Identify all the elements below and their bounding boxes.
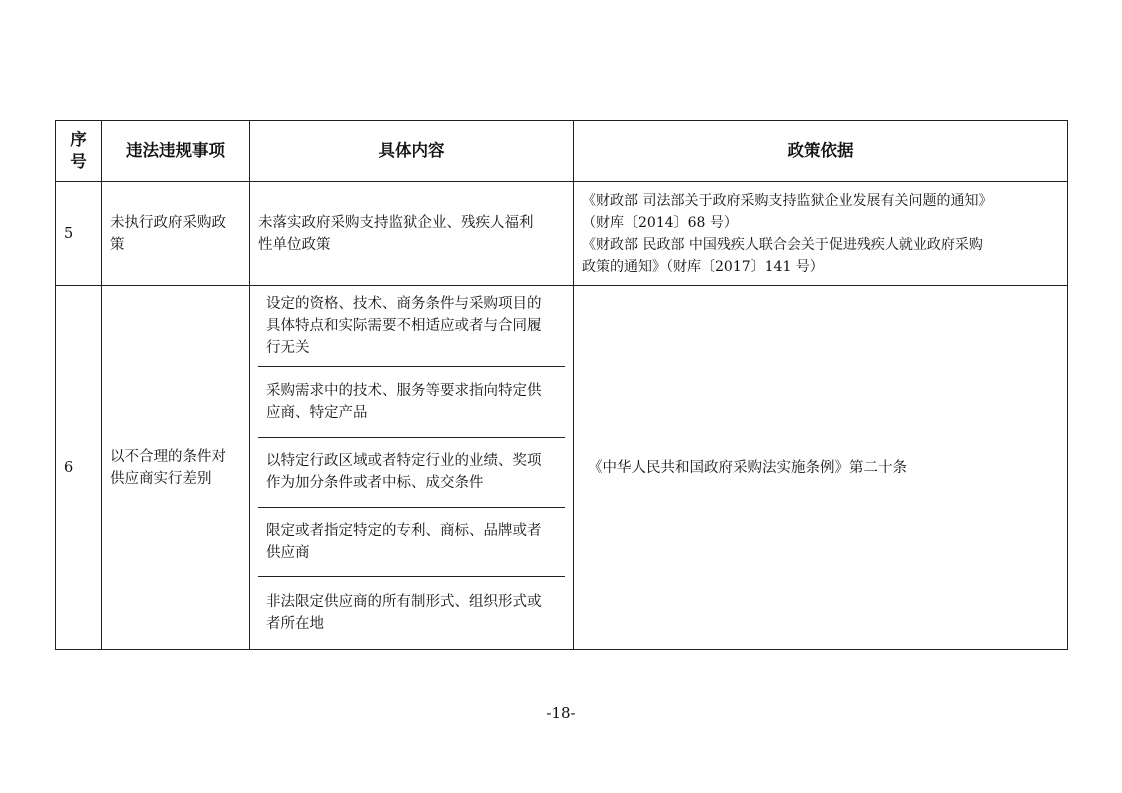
- text-line: 性单位政策: [258, 236, 331, 253]
- header-seq-line: 序: [70, 130, 87, 149]
- text-line: 行无关: [266, 339, 310, 356]
- text-line: 政策的通知》（财库〔2017〕141 号）: [582, 258, 824, 275]
- row-basis: [574, 182, 1068, 286]
- row-basis: 《中华人民共和国政府采购法实施条例》第二十条: [574, 286, 1068, 650]
- text-line: 采购需求中的技术、服务等要求指向特定供: [266, 382, 542, 399]
- content-subtable: [258, 286, 565, 649]
- table-row: [56, 286, 1068, 650]
- header-seq-line: 号: [70, 152, 87, 171]
- header-basis: 政策依据: [574, 121, 1068, 182]
- text-line: 供应商实行差别: [110, 470, 212, 487]
- text-line: 以特定行政区域或者特定行业的业绩、奖项: [266, 453, 542, 469]
- header-item: 违法违规事项: [102, 121, 250, 182]
- content-subrow: [258, 576, 565, 649]
- text-line: 具体特点和实际需要不相适应或者与合同履: [266, 317, 542, 334]
- text-line: 未落实政府采购支持监狱企业、残疾人福利: [258, 214, 534, 231]
- content-text: [258, 286, 565, 366]
- text-line: 供应商: [266, 544, 310, 561]
- row-number: 5: [56, 182, 102, 286]
- content-text: [258, 507, 565, 576]
- row-item: [102, 286, 250, 650]
- text-line: 者所在地: [266, 615, 324, 632]
- content-text: [258, 366, 565, 437]
- page-number: -18-: [546, 704, 576, 722]
- content-subrow: [258, 366, 565, 437]
- row-item: [102, 182, 250, 286]
- text-line: 《财政部 民政部 中国残疾人联合会关于促进残疾人就业政府采购: [582, 236, 983, 253]
- header-content: 具体内容: [250, 121, 574, 182]
- text-line: 作为加分条件或者中标、成交条件: [266, 475, 484, 491]
- row-content-group: [250, 286, 574, 650]
- content-subrow: [258, 507, 565, 576]
- text-line: 《财政部 司法部关于政府采购支持监狱企业发展有关问题的通知》: [582, 192, 993, 209]
- text-line: （财库〔2014〕68 号）: [582, 214, 738, 231]
- content-text: [258, 576, 565, 649]
- violations-table: [55, 120, 1068, 650]
- row-content: [250, 182, 574, 286]
- header-seq: [56, 121, 102, 182]
- text-line: 设定的资格、技术、商务条件与采购项目的: [266, 295, 542, 312]
- text-line: 未执行政府采购政: [110, 214, 226, 231]
- table-header-row: [56, 121, 1068, 182]
- row-number: 6: [56, 286, 102, 650]
- content-subrow: [258, 286, 565, 366]
- text-line: 应商、特定产品: [266, 404, 368, 421]
- content-text: [258, 437, 565, 507]
- table-row: [56, 182, 1068, 286]
- text-line: 以不合理的条件对: [110, 448, 226, 465]
- text-line: 策: [110, 236, 125, 253]
- text-line: 非法限定供应商的所有制形式、组织形式或: [266, 593, 542, 610]
- content-subrow: [258, 437, 565, 507]
- text-line: 限定或者指定特定的专利、商标、品牌或者: [266, 522, 542, 539]
